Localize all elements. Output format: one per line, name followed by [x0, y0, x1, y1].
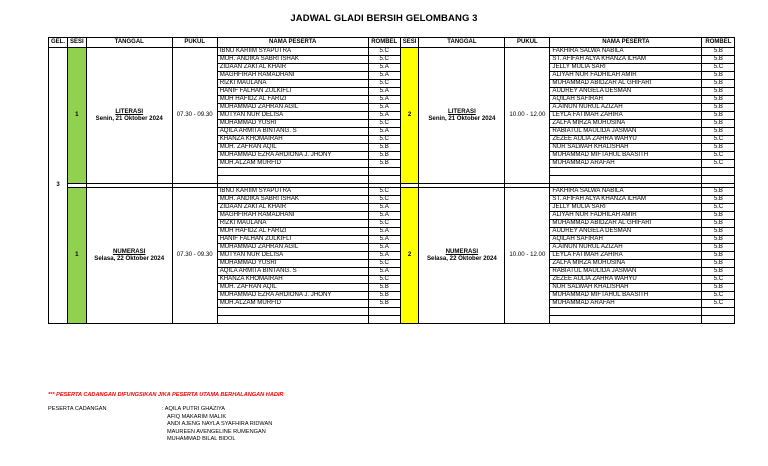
participant-name: AQILA ARMITA BINTANG. S [217, 128, 368, 136]
document-title: JADWAL GLADI BERSIH GELOMBANG 3 [290, 13, 478, 24]
participant-name: RIZKI MAULANA [217, 80, 368, 88]
sesi-cell: 1 [68, 48, 87, 184]
participant-name: ZEZEE AULIA ZAHRA WAHYU [550, 276, 702, 284]
participant-name: MUH. ZAFRAN AQIL [217, 284, 368, 292]
participant-name: MUHAMMAD ZAHRAN AGIL [217, 244, 368, 252]
rombel-cell: 5.B [702, 188, 735, 196]
participant-name: JELLY MULIA SARI [550, 64, 702, 72]
participant-name: IBNU KARIIM SYAPUTRA [217, 48, 368, 56]
participant-name: MUHAMMAD ABIDZAR AL GHIFARI [550, 220, 702, 228]
rombel-cell: 5.B [368, 284, 400, 292]
participant-name: ST. AFIFAH ALYA KHANZA ILHAM [550, 56, 702, 64]
rombel-cell: 5.C [368, 48, 400, 56]
date-label: Selasa, 22 Oktober 2024 [426, 254, 497, 262]
rombel-cell: 5.B [702, 228, 735, 236]
reserve-name: : AQILA PUTRI GHAZIYA [162, 406, 225, 412]
participant-name [217, 168, 368, 176]
rombel-cell: 5.C [368, 196, 400, 204]
rombel-cell: 5.B [702, 252, 735, 260]
column-header: PUKUL [505, 38, 550, 48]
rombel-cell: 5.C [368, 120, 400, 128]
participant-name: MUHAMMAD EZRA ARDIONA J. JHONY [217, 152, 368, 160]
participant-name: RABIATUL MAULIDA JASMAN [550, 268, 702, 276]
reserve-name: AFIQ MAKARIM MALIK [167, 413, 227, 420]
table-row [49, 188, 735, 196]
rombel-cell: 5.B [702, 260, 735, 268]
time-cell: 07.30 - 09.30 [172, 188, 217, 324]
participant-name: LEYLA FATIMAH ZAHIRA [550, 112, 702, 120]
column-header: SESI [68, 38, 87, 48]
table-row [49, 48, 735, 56]
rombel-cell: 5.C [702, 136, 735, 144]
rombel-cell: 5.C [368, 56, 400, 64]
sesi-cell: 2 [400, 48, 419, 184]
participant-name: HANIF FALHAN ZULKIFLI [217, 88, 368, 96]
participant-name [217, 316, 368, 324]
participant-name: MAGHFIRAH RAMADHANI [217, 212, 368, 220]
reserve-list [162, 406, 272, 444]
reserve-name: MUHAMMAD BILAL BIDOL [167, 436, 236, 443]
rombel-cell: 5.B [702, 244, 735, 252]
participant-name [217, 176, 368, 184]
column-header: NAMA PESERTA [550, 38, 702, 48]
participant-name: MUHAMMAD ABIDZAR AL GHIFARI [550, 80, 702, 88]
rombel-cell [368, 176, 400, 184]
participant-name: A.AINUN NURUL AZIZAH [550, 244, 702, 252]
rombel-cell [702, 316, 735, 324]
participant-name: ZALFA MIRZA MUHUSINA [550, 120, 702, 128]
rombel-cell: 5.B [702, 80, 735, 88]
participant-name [550, 168, 702, 176]
participant-name: ZEZEE AULIA ZAHRA WAHYU [550, 136, 702, 144]
date-label: Selasa, 22 Oktober 2024 [94, 254, 165, 262]
rombel-cell: 5.A [368, 228, 400, 236]
date-cell [86, 188, 172, 324]
rombel-cell: 5.A [368, 268, 400, 276]
sesi-cell: 2 [400, 188, 419, 324]
rombel-cell: 5.B [702, 284, 735, 292]
participant-name: MUHAMMAD YUSRI [217, 260, 368, 268]
rombel-cell: 5.C [368, 136, 400, 144]
reserve-note: *** PESERTA CADANGAN DIFUNGSIKAN JIKA PESERTA UTAMA BERHALANGAN HADIR [48, 392, 284, 398]
rombel-cell: 5.B [702, 144, 735, 152]
rombel-cell: 5.B [368, 300, 400, 308]
sesi-cell: 1 [68, 188, 87, 324]
participant-name: MUH.ALZAM MURFID [217, 160, 368, 168]
participant-name: MUHAMMAD ARAFAH [550, 300, 702, 308]
header-row [49, 38, 735, 48]
participant-name [550, 308, 702, 316]
rombel-cell: 5.B [702, 104, 735, 112]
rombel-cell [368, 316, 400, 324]
rombel-cell: 5.B [702, 212, 735, 220]
rombel-cell: 5.B [702, 48, 735, 56]
rombel-cell: 5.B [368, 292, 400, 300]
column-header: SESI [400, 38, 419, 48]
rombel-cell: 5.B [702, 120, 735, 128]
column-header: ROMBEL [702, 38, 735, 48]
rombel-cell [368, 308, 400, 316]
participant-name: A.AINUN NURUL AZIZAH [550, 104, 702, 112]
rombel-cell: 5.C [368, 80, 400, 88]
rombel-cell: 5.A [368, 252, 400, 260]
participant-name: IBNU KARIIM SYAPUTRA [217, 188, 368, 196]
subject-label: NUMERASI [445, 248, 479, 255]
participant-name: MUTYAN NUR DELISA [217, 112, 368, 120]
participant-name: MUHAMMAD EZRA ARDIONA J. JHONY [217, 292, 368, 300]
participant-name: NUR SALWAH KHALISHAH [550, 284, 702, 292]
participant-name: RIZKI MAULANA [217, 220, 368, 228]
participant-name: MUH. ZAFRAN AQIL [217, 144, 368, 152]
rombel-cell: 5.C [368, 188, 400, 196]
participant-name: ZIDAAN ZAKI AL KHAIR [217, 64, 368, 72]
rombel-cell: 5.B [368, 144, 400, 152]
participant-name: MUHAMMAD YUSRI [217, 120, 368, 128]
rombel-cell: 5.C [702, 204, 735, 212]
column-header: ROMBEL [368, 38, 400, 48]
rombel-cell: 5.A [368, 64, 400, 72]
gelombang-cell: 3 [49, 48, 68, 324]
participant-name: MUH HAFIDZ AL FARIZI [217, 228, 368, 236]
participant-name: AUDREY ANGELA DESMAN [550, 228, 702, 236]
rombel-cell: 5.B [702, 268, 735, 276]
participant-name: KHANZA KHOMAIRAH [217, 276, 368, 284]
column-header: TANGGAL [86, 38, 172, 48]
participant-name: MUH. ANDIKA SABRI ISHAK [217, 196, 368, 204]
rombel-cell: 5.C [702, 276, 735, 284]
rombel-cell: 5.B [702, 88, 735, 96]
reserve-name: MAUREEN AVENGELINE RUMENGAN [167, 428, 266, 435]
participant-name: HANIF FALHAN ZULKIFLI [217, 236, 368, 244]
subject-label: LITERASI [448, 108, 476, 115]
rombel-cell: 5.B [702, 96, 735, 104]
date-cell [86, 48, 172, 184]
date-label: Senin, 21 Oktober 2024 [428, 114, 496, 122]
rombel-cell: 5.A [368, 72, 400, 80]
participant-name: ALIYAH NUR FADHILAH AMIR [550, 72, 702, 80]
rombel-cell: 5.B [702, 112, 735, 120]
rombel-cell: 5.C [368, 260, 400, 268]
rombel-cell: 5.B [702, 128, 735, 136]
date-cell [419, 188, 505, 324]
participant-name: MUHAMMAD MIFTAHUL BAASITH [550, 292, 702, 300]
column-header: GEL. [49, 38, 68, 48]
rombel-cell [702, 308, 735, 316]
date-cell [419, 48, 505, 184]
rombel-cell: 5.C [368, 220, 400, 228]
participant-name: MUHAMMAD ARAFAH [550, 160, 702, 168]
participant-name: AQILAH SAFIRAH [550, 96, 702, 104]
subject-label: NUMERASI [112, 248, 146, 255]
rombel-cell: 5.B [702, 56, 735, 64]
rombel-cell: 5.C [702, 292, 735, 300]
rombel-cell [702, 176, 735, 184]
participant-name: ZIDAAN ZAKI AL KHAIR [217, 204, 368, 212]
column-header: TANGGAL [419, 38, 505, 48]
rombel-cell: 5.B [368, 160, 400, 168]
participant-name: KHANZA KHOMAIRAH [217, 136, 368, 144]
participant-name: FAKHIRA SALWA NABILA [550, 48, 702, 56]
participant-name: MUH. ANDIKA SABRI ISHAK [217, 56, 368, 64]
column-header: PUKUL [172, 38, 217, 48]
rombel-cell [702, 168, 735, 176]
rombel-cell: 5.A [368, 204, 400, 212]
participant-name: MUH HAFIDZ AL FARIZI [217, 96, 368, 104]
participant-name: AUDREY ANGELA DESMAN [550, 88, 702, 96]
participant-name [217, 308, 368, 316]
reserve-label: PESERTA CADANGAN [48, 406, 107, 412]
rombel-cell: 5.C [702, 300, 735, 308]
rombel-cell: 5.C [702, 160, 735, 168]
participant-name: MAGHFIRAH RAMADHANI [217, 72, 368, 80]
participant-name [550, 176, 702, 184]
rombel-cell: 5.C [702, 64, 735, 72]
rombel-cell: 5.A [368, 112, 400, 120]
rombel-cell: 5.B [702, 196, 735, 204]
participant-name: NUR SALWAH KHALISHAH [550, 144, 702, 152]
participant-name: FAKHIRA SALWA NABILA [550, 188, 702, 196]
rombel-cell: 5.A [368, 96, 400, 104]
rombel-cell: 5.B [702, 220, 735, 228]
participant-name: LEYLA FATIMAH ZAHIRA [550, 252, 702, 260]
rombel-cell: 5.B [702, 236, 735, 244]
rombel-cell: 5.A [368, 244, 400, 252]
rombel-cell: 5.A [368, 212, 400, 220]
rombel-cell: 5.C [368, 276, 400, 284]
participant-name: MUHAMMAD MIFTAHUL BAASITH [550, 152, 702, 160]
schedule-table [48, 37, 735, 324]
rombel-cell [368, 168, 400, 176]
participant-name: RABIATUL MAULIDA JASMAN [550, 128, 702, 136]
time-cell: 10.00 - 12.00 [505, 188, 550, 324]
time-cell: 10.00 - 12.00 [505, 48, 550, 184]
rombel-cell: 5.B [368, 152, 400, 160]
participant-name: MUH.ALZAM MURFID [217, 300, 368, 308]
participant-name: MUTYAN NUR DELISA [217, 252, 368, 260]
participant-name: ALIYAH NUR FADHILAH AMIR [550, 212, 702, 220]
date-label: Senin, 21 Oktober 2024 [95, 114, 163, 122]
column-header: NAMA PESERTA [217, 38, 368, 48]
participant-name: AQILA ARMITA BINTANG. S [217, 268, 368, 276]
rombel-cell: 5.C [702, 152, 735, 160]
participant-name: ST. AFIFAH ALYA KHANZA ILHAM [550, 196, 702, 204]
participant-name: AQILAH SAFIRAH [550, 236, 702, 244]
participant-name: ZALFA MIRZA MUHUSINA [550, 260, 702, 268]
time-cell: 07.30 - 09.30 [172, 48, 217, 184]
rombel-cell: 5.A [368, 236, 400, 244]
rombel-cell: 5.A [368, 128, 400, 136]
rombel-cell: 5.A [368, 104, 400, 112]
reserve-name: ANDI AJENG NAYLA SYAFHIRA RIDWAN [167, 421, 273, 428]
participant-name [550, 316, 702, 324]
rombel-cell: 5.A [368, 88, 400, 96]
subject-label: LITERASI [115, 108, 144, 115]
participant-name: JELLY MULIA SARI [550, 204, 702, 212]
rombel-cell: 5.B [702, 72, 735, 80]
participant-name: MUHAMMAD ZAHRAN AGIL [217, 104, 368, 112]
